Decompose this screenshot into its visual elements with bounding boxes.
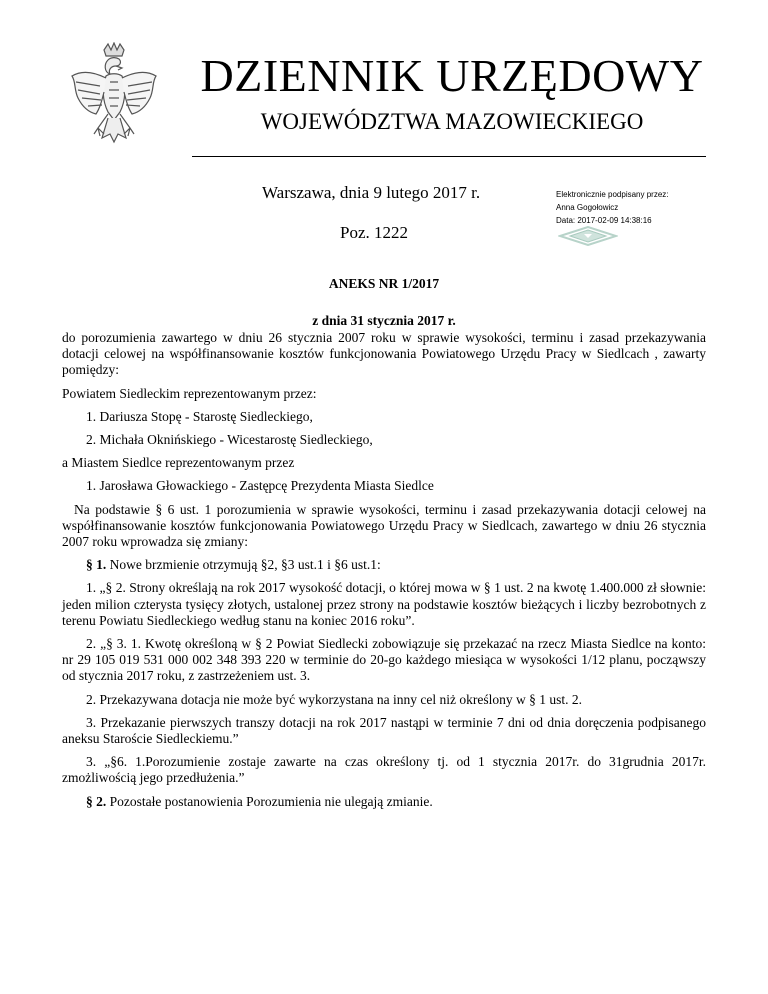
section-1: [62, 557, 706, 573]
amendment-item-3: 3. „§6. 1.Porozumienie zostaje zawarte na czas określony tj. od 1 stycznia 2017r. do 31grudnia 2017r. zmożliwością jego przedłużenia.”: [62, 754, 706, 786]
document-date: z dnia 31 stycznia 2017 r.: [312, 313, 456, 328]
party2-representative-1: 1. Jarosława Głowackiego - Zastępcę Prezydenta Miasta Siedlce: [86, 478, 434, 494]
section-2-mark: § 2.: [86, 793, 107, 809]
document-title: ANEKS NR 1/2017: [328, 276, 440, 291]
polish-eagle-emblem-icon: [64, 42, 164, 162]
section-2: [62, 794, 706, 810]
intro-paragraph: do porozumienia zawartego w dniu 26 stycznia 2007 roku w sprawie wysokości, terminu i zasad przekazywania dotacji celowej na współfinansowanie kosztów funkcjonowania Powiatowego Urzędu Pracy w Siedlcach , zawarty pomiędzy:: [62, 330, 706, 378]
signature-name: Anna Gogołowicz: [556, 203, 619, 212]
section-1-mark: § 1.: [86, 557, 107, 573]
amendment-item-2-3: 3. Przekazanie pierwszych transzy dotacji na rok 2017 nastąpi w terminie 7 dni od dnia doręczenia podpisanego aneksu Staroście Siedleckiemu.”: [62, 714, 706, 747]
party1-representative-1: 1. Dariusza Stopę - Starostę Siedleckiego,: [86, 408, 313, 424]
position-number: Poz. 1222: [340, 223, 408, 242]
electronic-signature: [556, 188, 706, 227]
signature-stamp-icon: [558, 226, 618, 246]
document-body: [62, 330, 706, 817]
legal-basis-paragraph: Na podstawie § 6 ust. 1 porozumienia w sprawie wysokości, terminu i zasad przekazywania dotacji celowej na współfinansowanie kosztów funkcjonowania Powiatowego Urzędu Pracy w Siedlcach, zawartego w dniu 26 stycznia 2007 roku wprowadza się zmiany:: [62, 501, 706, 550]
journal-title: DZIENNIK URZĘDOWY: [200, 50, 704, 101]
section-2-text: Pozostałe postanowienia Porozumienia nie ulegają zmianie.: [106, 793, 433, 809]
party1-representative-2: 2. Michała Oknińskiego - Wicestarostę Siedleckiego,: [86, 432, 373, 448]
header-divider: [192, 156, 706, 157]
party1-intro: Powiatem Siedleckim reprezentowanym przez:: [62, 385, 317, 401]
signature-label: Elektronicznie podpisany przez:: [556, 190, 669, 199]
amendment-item-2-2: 2. Przekazywana dotacja nie może być wykorzystana na inny cel niż określony w § 1 ust. 2.: [86, 691, 582, 707]
amendment-item-2: 2. „§ 3. 1. Kwotę określoną w § 2 Powiat Siedlecki zobowiązuje się przekazać na rzecz Miasta Siedlce na konto: nr 29 105 019 531 000 002 348 393 220 w terminie do 20-go każdego miesiąca w wysokości 1/12 planu, począwszy od stycznia 2017 roku, z zastrzeżeniem ust. 3.: [62, 636, 706, 684]
amendment-item-1: 1. „§ 2. Strony określają na rok 2017 wysokość dotacji, o której mowa w § 1 ust. 2 na kwotę 1.400.000 zł słownie: jeden milion czterysta tysięcy złotych, ustalonej przez strony na podstawie kosztów bieżących i liczby bezrobotnych z terenu Powiatu Siedleckiego według stanu na koniec 2016 roku”.: [62, 580, 706, 628]
party2-intro: a Miastem Siedlce reprezentowanym przez: [62, 455, 295, 471]
publication-dateline: Warszawa, dnia 9 lutego 2017 r.: [262, 183, 481, 202]
journal-subtitle: WOJEWÓDZTWA MAZOWIECKIEGO: [260, 109, 644, 134]
signature-date: Data: 2017-02-09 14:38:16: [556, 216, 652, 225]
section-1-text: Nowe brzmienie otrzymują §2, §3 ust.1 i §6 ust.1:: [106, 557, 381, 573]
